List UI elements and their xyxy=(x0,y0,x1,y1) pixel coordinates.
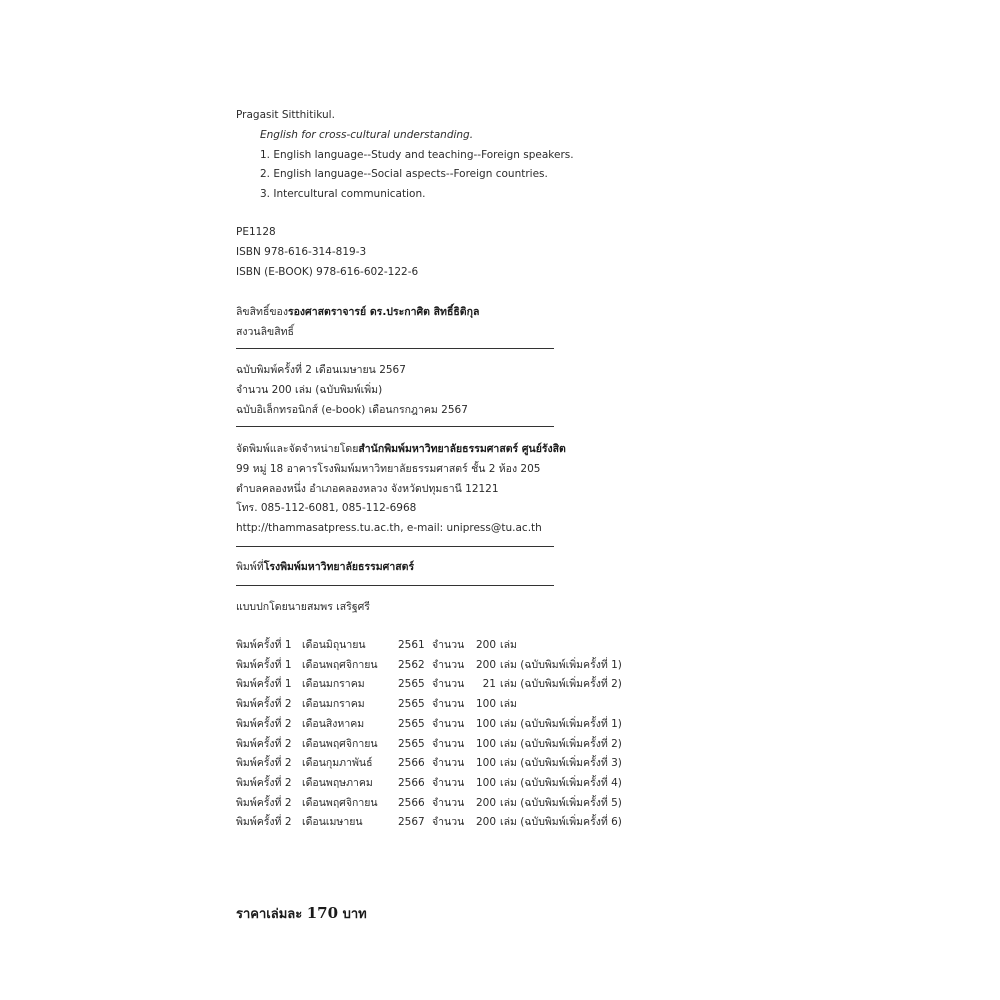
qty-label-cell: จำนวน xyxy=(432,698,465,710)
edition-cell: พิมพ์ครั้งที่ 2 xyxy=(236,757,292,769)
year-cell: 2565 xyxy=(398,718,425,730)
qty-label-cell: จำนวน xyxy=(432,816,465,828)
qty-cell: 100 xyxy=(475,718,496,730)
price-line xyxy=(236,903,367,924)
year-cell: 2565 xyxy=(398,738,425,750)
catalog-subject-3: 3. Intercultural communication. xyxy=(260,188,426,200)
year-cell: 2566 xyxy=(398,797,425,809)
note-cell: เล่ม (ฉบับพิมพ์เพิ่มครั้งที่ 4) xyxy=(500,777,622,789)
call-number: PE1128 xyxy=(236,226,276,238)
isbn-ebook: ISBN (E-BOOK) 978-616-602-122-6 xyxy=(236,266,419,278)
isbn: ISBN 978-616-314-819-3 xyxy=(236,246,367,258)
divider xyxy=(236,546,554,547)
edition-cell: พิมพ์ครั้งที่ 2 xyxy=(236,797,292,809)
edition-cell: พิมพ์ครั้งที่ 1 xyxy=(236,639,292,651)
edition-cell: พิมพ์ครั้งที่ 1 xyxy=(236,678,292,690)
printer-name: โรงพิมพ์มหาวิทยาลัยธรรมศาสตร์ xyxy=(263,561,415,573)
qty-label-cell: จำนวน xyxy=(432,659,465,671)
copyright-line xyxy=(236,305,479,319)
qty-label-cell: จำนวน xyxy=(432,777,465,789)
publisher-name: สำนักพิมพ์มหาวิทยาลัยธรรมศาสตร์ ศูนย์รังสิต xyxy=(358,443,566,455)
cover-designer: แบบปกโดยนายสมพร เสริฐศรี xyxy=(236,601,370,613)
qty-label-cell: จำนวน xyxy=(432,678,465,690)
edition-cell: พิมพ์ครั้งที่ 2 xyxy=(236,718,292,730)
month-cell: เดือนมกราคม xyxy=(302,678,365,690)
qty-label-cell: จำนวน xyxy=(432,738,465,750)
qty-cell: 200 xyxy=(475,659,496,671)
note-cell: เล่ม (ฉบับพิมพ์เพิ่มครั้งที่ 2) xyxy=(500,738,622,750)
edition-line-3: ฉบับอิเล็กทรอนิกส์ (e-book) เดือนกรกฎาคม 2567 xyxy=(236,404,468,416)
qty-cell: 100 xyxy=(475,698,496,710)
year-cell: 2566 xyxy=(398,777,425,789)
month-cell: เดือนเมษายน xyxy=(302,816,363,828)
edition-line-1: ฉบับพิมพ์ครั้งที่ 2 เดือนเมษายน 2567 xyxy=(236,364,406,376)
divider xyxy=(236,585,554,586)
year-cell: 2561 xyxy=(398,639,425,651)
price-amount: 170 xyxy=(306,904,339,922)
publisher-phone: โทร. 085-112-6081, 085-112-6968 xyxy=(236,502,417,514)
catalog-title: English for cross-cultural understanding. xyxy=(260,129,474,141)
publisher-prefix: จัดพิมพ์และจัดจำหน่ายโดย xyxy=(236,443,359,455)
edition-cell: พิมพ์ครั้งที่ 2 xyxy=(236,698,292,710)
edition-cell: พิมพ์ครั้งที่ 1 xyxy=(236,659,292,671)
month-cell: เดือนพฤศจิกายน xyxy=(302,659,378,671)
year-cell: 2567 xyxy=(398,816,425,828)
month-cell: เดือนมกราคม xyxy=(302,698,365,710)
qty-cell: 200 xyxy=(475,639,496,651)
qty-cell: 21 xyxy=(482,678,496,690)
month-cell: เดือนมิถุนายน xyxy=(302,639,366,651)
month-cell: เดือนพฤศจิกายน xyxy=(302,797,378,809)
year-cell: 2565 xyxy=(398,678,425,690)
qty-cell: 100 xyxy=(475,777,496,789)
note-cell: เล่ม (ฉบับพิมพ์เพิ่มครั้งที่ 5) xyxy=(500,797,622,809)
edition-cell: พิมพ์ครั้งที่ 2 xyxy=(236,816,292,828)
qty-cell: 200 xyxy=(475,797,496,809)
publisher-address-1: 99 หมู่ 18 อาคารโรงพิมพ์มหาวิทยาลัยธรรมศาสตร์ ชั้น 2 ห้อง 205 xyxy=(236,463,541,475)
publisher-web: http://thammasatpress.tu.ac.th, e-mail: unipress@tu.ac.th xyxy=(236,522,542,534)
month-cell: เดือนกุมภาพันธ์ xyxy=(302,757,373,769)
year-cell: 2562 xyxy=(398,659,425,671)
copyright-prefix: ลิขสิทธิ์ของ xyxy=(236,306,288,318)
qty-cell: 100 xyxy=(475,757,496,769)
note-cell: เล่ม (ฉบับพิมพ์เพิ่มครั้งที่ 1) xyxy=(500,659,622,671)
printer-prefix: พิมพ์ที่ xyxy=(236,561,264,573)
edition-cell: พิมพ์ครั้งที่ 2 xyxy=(236,738,292,750)
month-cell: เดือนพฤศจิกายน xyxy=(302,738,378,750)
price-unit: บาท xyxy=(342,907,367,922)
qty-label-cell: จำนวน xyxy=(432,718,465,730)
price-prefix: ราคาเล่มละ xyxy=(236,907,303,922)
month-cell: เดือนพฤษภาคม xyxy=(302,777,373,789)
note-cell: เล่ม xyxy=(500,639,517,651)
divider xyxy=(236,348,554,349)
publisher-line xyxy=(236,442,566,456)
note-cell: เล่ม (ฉบับพิมพ์เพิ่มครั้งที่ 2) xyxy=(500,678,622,690)
note-cell: เล่ม (ฉบับพิมพ์เพิ่มครั้งที่ 3) xyxy=(500,757,622,769)
catalog-subject-1: 1. English language--Study and teaching--Foreign speakers. xyxy=(260,149,574,161)
qty-label-cell: จำนวน xyxy=(432,639,465,651)
edition-cell: พิมพ์ครั้งที่ 2 xyxy=(236,777,292,789)
catalog-author: Pragasit Sitthitikul. xyxy=(236,109,335,121)
edition-line-2: จำนวน 200 เล่ม (ฉบับพิมพ์เพิ่ม) xyxy=(236,384,383,396)
year-cell: 2565 xyxy=(398,698,425,710)
copyright-holder: รองศาสตราจารย์ ดร.ประกาศิต สิทธิ์ธิติกุล xyxy=(287,306,480,318)
printer-line xyxy=(236,560,414,574)
divider xyxy=(236,426,554,427)
year-cell: 2566 xyxy=(398,757,425,769)
qty-label-cell: จำนวน xyxy=(432,797,465,809)
note-cell: เล่ม (ฉบับพิมพ์เพิ่มครั้งที่ 1) xyxy=(500,718,622,730)
note-cell: เล่ม (ฉบับพิมพ์เพิ่มครั้งที่ 6) xyxy=(500,816,622,828)
note-cell: เล่ม xyxy=(500,698,517,710)
publisher-address-2: ตำบลคลองหนึ่ง อำเภอคลองหลวง จังหวัดปทุมธานี 12121 xyxy=(236,483,499,495)
qty-cell: 200 xyxy=(475,816,496,828)
qty-cell: 100 xyxy=(475,738,496,750)
catalog-subject-2: 2. English language--Social aspects--Foreign countries. xyxy=(260,168,548,180)
qty-label-cell: จำนวน xyxy=(432,757,465,769)
month-cell: เดือนสิงหาคม xyxy=(302,718,365,730)
copyright-reserved: สงวนลิขสิทธิ์ xyxy=(236,326,294,338)
